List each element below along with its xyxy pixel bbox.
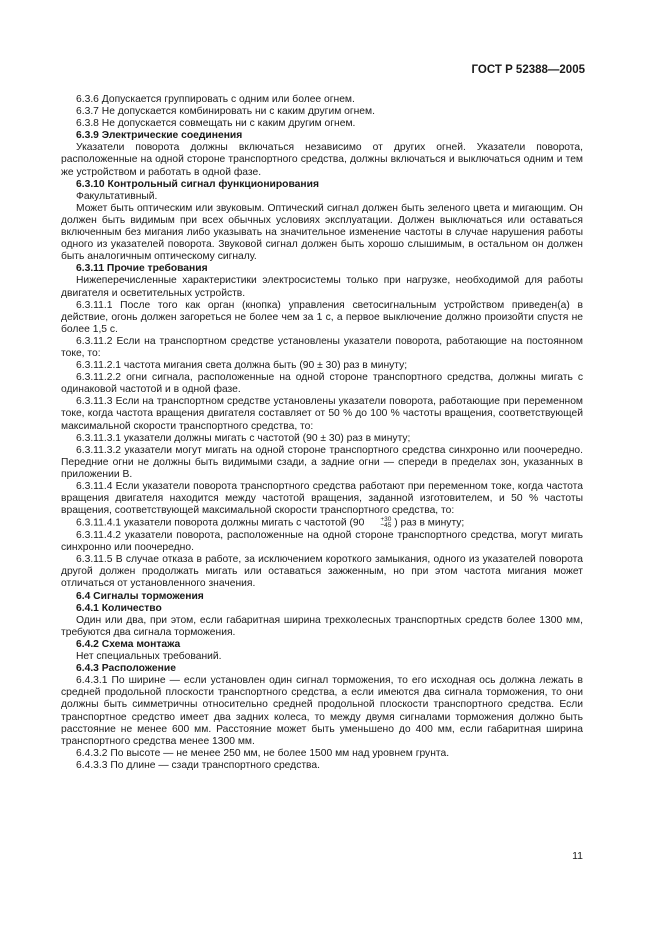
tolerance-superscript [365,517,391,529]
section-heading [61,263,583,275]
paragraph-text: 6.3.11.2 Если на транспортном средстве установлены указатели поворота, работающие на постоянном токе, то: [61,335,583,359]
paragraph-text: Факультативный. [76,190,158,202]
paragraph [61,336,583,360]
paragraph-text: Может быть оптическим или звуковым. Оптический сигнал должен быть зеленого цвета и мигающим. Он должен быть видимым при всех обычных условиях эксплуатации. Должен выключаться или оставаться включенным без мигания либо указывать на значительное изменение частоты в случае нарушения работы одного из указателей поворота. Звуковой сигнал должен быть хорошо слышимым, в остальном он должен быть аналогичным оптическому сигналу. [61,202,583,263]
paragraph [61,530,583,554]
paragraph [61,651,583,663]
paragraph [61,203,583,263]
paragraph [61,372,583,396]
paragraph [61,615,583,639]
upper-tolerance: +30 [380,516,392,524]
paragraph [61,106,583,118]
section-heading [61,663,583,675]
paragraph-text: 6.3.11.4.1 указатели поворота должны мигать с частотой (90 [76,518,365,529]
page-number: 11 [572,850,583,862]
paragraph-text: 6.3.11 Прочие требования [76,263,208,275]
lower-tolerance: −45 [380,522,392,530]
paragraph-text: 6.3.11.4.2 указатели поворота, расположенные на одной стороне транспортного средства, могут мигать синхронно или поочередно. [61,530,583,554]
paragraph-text: 6.4 Сигналы торможения [76,590,204,602]
paragraph [61,748,583,760]
paragraph-text: 6.4.3.3 По длине — сзади транспортного средства. [76,759,320,771]
paragraph-text: Нижеперечисленные характеристики электросистемы только при нагрузке, необходимой для работы двигателя и осветительных устройств. [61,275,583,299]
paragraph [61,94,583,106]
paragraph-text: 6.3.11.2.2 огни сигнала, расположенные на одной стороне транспортного средства, должны мигать с одинаковой частотой и в одной фазе. [61,372,583,396]
paragraph [61,275,583,299]
paragraph-text: 6.4.2 Схема монтажа [76,638,181,650]
paragraph-text-after: ) раз в минуту; [391,518,465,529]
section-heading [61,179,583,191]
section-heading [61,130,583,142]
paragraph-text: 6.3.8 Не допускается совмещать ни с каким другим огнем. [76,118,356,130]
paragraph [61,118,583,130]
section-heading [61,603,583,615]
document-id: ГОСТ Р 52388—2005 [471,64,585,76]
paragraph [61,517,583,530]
paragraph-text: 6.3.7 Не допускается комбинировать ни с каким другим огнем. [76,106,375,118]
paragraph-text: 6.4.3.1 По ширине — если установлен один сигнал торможения, то его исходная ось должна лежать в средней продольной плоскости транспортного средства, а если имеются два сигнала торможения, то они должны быть симметричны относительно средней продольной плоскости транспортного средства. Если транспортное средство имеет два задних колеса, то между двумя сигналами торможения должно быть расстояние не менее 600 мм. Расстояние может быть уменьшено до 400 мм, если габаритная ширина транспортного средства менее 1300 мм. [61,675,583,747]
paragraph [61,300,583,336]
paragraph-text: 6.3.11.3 Если на транспортном средстве установлены указатели поворота, работающие при переменном токе, когда частота вращения двигателя составляет от 50 % до 100 % частоты вращения, соответствующей максимальной скорости транспортного средства, то: [61,396,583,432]
paragraph-text: 6.3.11.5 В случае отказа в работе, за исключением короткого замыкания, одного из указателей поворота другой должен продолжать мигать или оставаться зажженным, но при этом частота мигания может отличаться от установленного значения. [61,554,583,590]
paragraph-text: Нет специальных требований. [76,651,222,663]
paragraph-text: 6.3.11.3.1 указатели должны мигать с частотой (90 ± 30) раз в минуту; [76,432,411,444]
paragraph [61,760,583,772]
paragraph [61,445,583,481]
paragraph-text: 6.3.11.1 После того как орган (кнопка) управления светосигнальным устройством приведен(а) в действие, огонь должен загореться не более чем за 1 с, а первое выключение должно произойти спустя не более 1,5 с. [61,299,583,335]
paragraph [61,481,583,517]
paragraph [61,142,583,178]
paragraph-text: 6.3.11.4 Если указатели поворота транспортного средства работают при переменном токе, когда частота вращения двигателя находится между частотой вращения, заданной изготовителем, и 50 % частоты вращения, соответствующей максимальной скорости транспортного средства, то: [61,481,583,517]
paragraph-text: Один или два, при этом, если габаритная ширина трехколесных транспортных средств более 1300 мм, требуются два сигнала торможения. [61,614,583,638]
paragraph-text: 6.4.3.2 По высоте — не менее 250 мм, не более 1500 мм над уровнем грунта. [76,747,450,759]
paragraph-text: 6.4.3 Расположение [76,663,176,675]
paragraph-text: 6.3.9 Электрические соединения [76,130,243,142]
paragraph [61,360,583,372]
paragraph-text: 6.3.11.3.2 указатели могут мигать на одной стороне транспортного средства синхронно или поочередно. Передние огни не должны быть видимыми сзади, а задние огни — спереди в пределах зон, указанных в приложении В. [61,444,583,480]
paragraph-text: 6.3.11.2.1 частота мигания света должна быть (90 ± 30) раз в минуту; [76,360,408,372]
paragraph [61,554,583,590]
paragraph-text: 6.3.6 Допускается группировать с одним или более огнем. [76,94,355,105]
paragraph [61,675,583,748]
paragraph [61,191,583,203]
section-heading [61,639,583,651]
paragraph-text: 6.3.10 Контрольный сигнал функционирования [76,178,319,190]
paragraph-text: Указатели поворота должны включаться независимо от других огней. Указатели поворота, расположенные на одной стороне транспортного средства, должны включаться и выключаться одним и тем же устройством и работать в одной фазе. [61,142,583,178]
paragraph-text: 6.4.1 Количество [76,602,162,614]
paragraph [61,433,583,445]
document-body [61,94,583,772]
paragraph [61,396,583,432]
section-heading [61,591,583,603]
